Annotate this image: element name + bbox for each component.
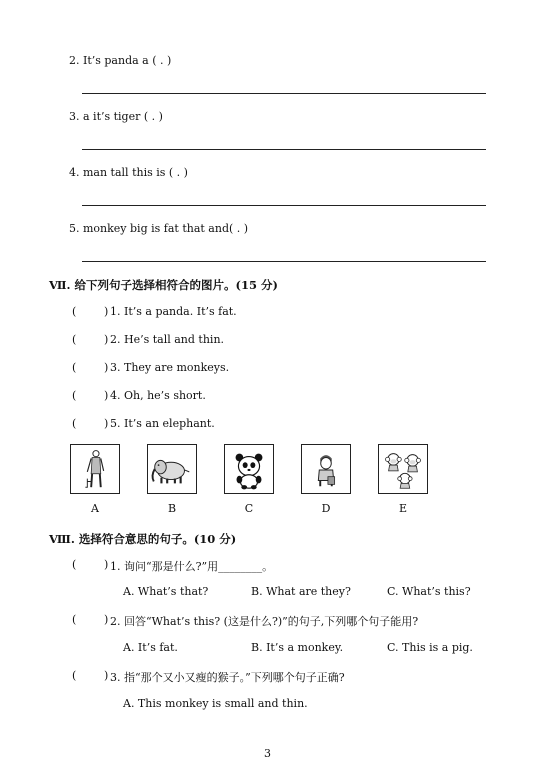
- rewrite-item-4: 4. man tall this is ( . ): [69, 166, 188, 179]
- answer-paren-close: ): [104, 361, 109, 374]
- section-8-title: Ⅷ. 选择符合意思的句子。(10 分): [49, 532, 237, 546]
- match-item-text: 1. It’s a panda. It’s fat.: [110, 305, 237, 318]
- answer-paren-open[interactable]: (: [72, 333, 77, 346]
- option-c: C. This is a pig.: [387, 641, 473, 654]
- answer-paren-close: ): [104, 417, 109, 430]
- picture-label-a: A: [91, 502, 99, 515]
- panda-icon: [224, 444, 274, 494]
- answer-paren-open[interactable]: (: [72, 669, 77, 682]
- match-item-text: 3. They are monkeys.: [110, 361, 230, 374]
- answer-line-4: [82, 205, 486, 206]
- section-7-title: Ⅶ. 给下列句子选择相符合的图片。(15 分): [49, 278, 278, 292]
- answer-paren-close: ): [104, 669, 109, 682]
- answer-paren-open[interactable]: (: [72, 361, 77, 374]
- elephant-icon: [147, 444, 197, 494]
- rewrite-item-2: 2. It’s panda a ( . ): [69, 54, 172, 67]
- answer-paren-close: ): [104, 305, 109, 318]
- answer-paren-close: ): [104, 333, 109, 346]
- answer-paren-close: ): [104, 389, 109, 402]
- page-number: 3: [264, 747, 271, 760]
- picture-label-d: D: [321, 502, 331, 515]
- picture-label-b: B: [167, 502, 177, 515]
- answer-paren-open[interactable]: (: [72, 558, 77, 571]
- option-a: A. It’s fat.: [123, 641, 178, 654]
- question-text: 1. 询问“那是什么?”用________。: [110, 560, 274, 573]
- question-text: 3. 指“那个又小又瘦的猴子。”下列哪个句子正确?: [110, 671, 345, 684]
- answer-paren-open[interactable]: (: [72, 305, 77, 318]
- answer-line-2: [82, 93, 486, 94]
- answer-paren-open[interactable]: (: [72, 613, 77, 626]
- tall-thin-man-icon: [70, 444, 120, 494]
- rewrite-item-3: 3. a it’s tiger ( . ): [69, 110, 163, 123]
- match-item-text: 2. He’s tall and thin.: [110, 333, 225, 346]
- question-text: 2. 回答“What’s this? (这是什么?)”的句子,下列哪个句子能用?: [110, 615, 419, 628]
- answer-line-5: [82, 261, 486, 262]
- match-item-text: 5. It’s an elephant.: [110, 417, 215, 430]
- answer-paren-open[interactable]: (: [72, 389, 77, 402]
- option-a: A. This monkey is small and thin.: [123, 697, 308, 710]
- picture-label-c: C: [244, 502, 254, 515]
- answer-line-3: [82, 149, 486, 150]
- short-boy-icon: [301, 444, 351, 494]
- monkeys-icon: [378, 444, 428, 494]
- answer-paren-close: ): [104, 613, 109, 626]
- picture-label-e: E: [398, 502, 408, 515]
- answer-paren-open[interactable]: (: [72, 417, 77, 430]
- option-a: A. What’s that?: [123, 585, 209, 598]
- option-c: C. What’s this?: [387, 585, 471, 598]
- option-b: B. What are they?: [251, 585, 351, 598]
- answer-paren-close: ): [104, 558, 109, 571]
- option-b: B. It’s a monkey.: [251, 641, 344, 654]
- match-item-text: 4. Oh, he’s short.: [110, 389, 206, 402]
- rewrite-item-5: 5. monkey big is fat that and( . ): [69, 222, 249, 235]
